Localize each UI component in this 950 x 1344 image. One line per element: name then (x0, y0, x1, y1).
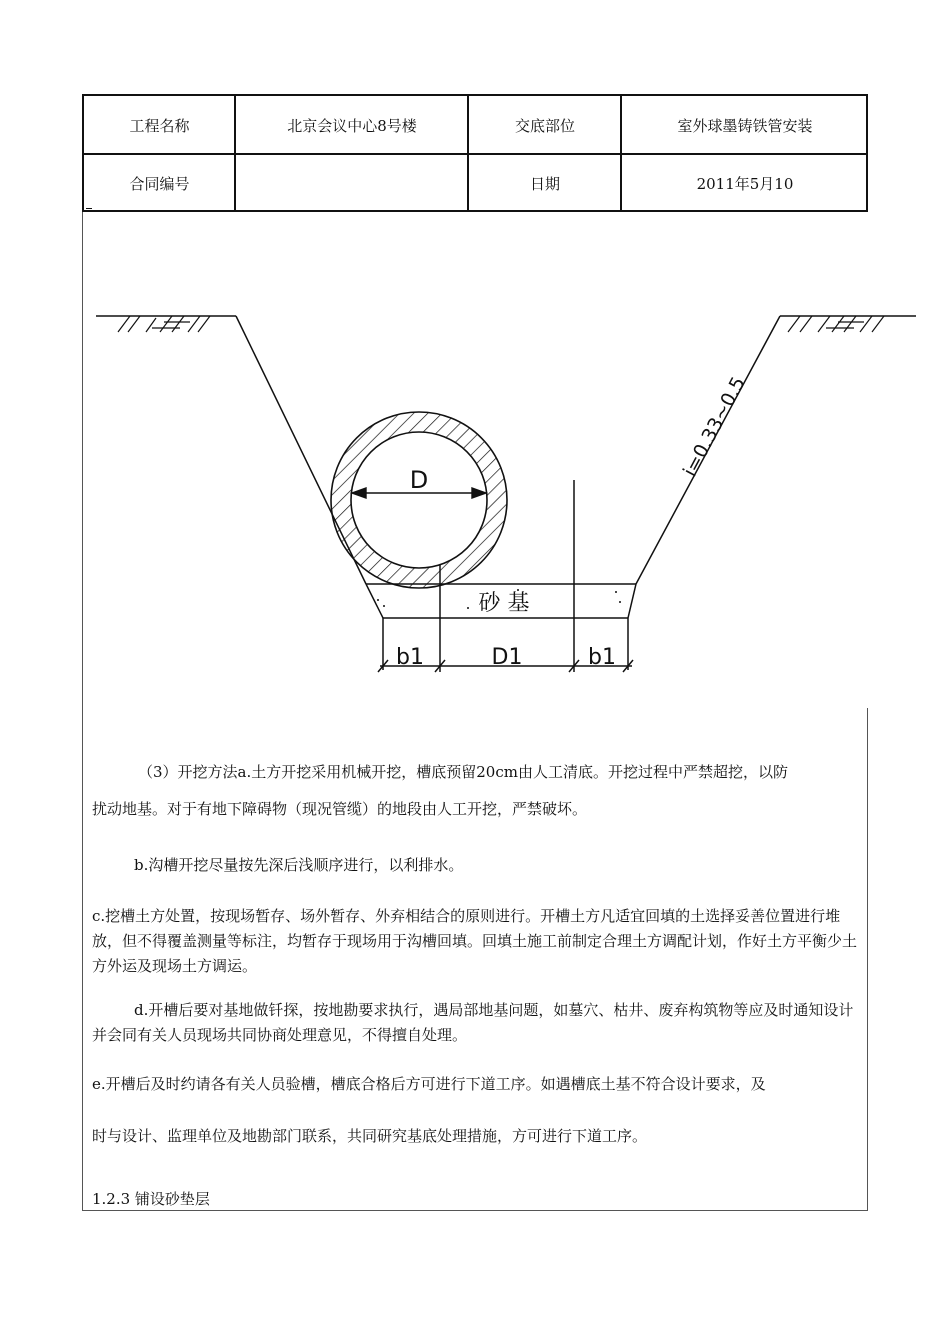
slope-label: i=0.33~0.5 (678, 373, 750, 481)
trench-section-diagram (88, 300, 928, 690)
soil-hatch-left (118, 316, 210, 332)
briefing-part-label: 交底部位 (514, 116, 575, 135)
dim-d1: D1 (491, 645, 523, 670)
paragraph-inspection-cont: 时与设计、监理单位及地勘部门联系，共同研究基底处理措施，方可进行下道工序。 (92, 1127, 648, 1145)
sand-base-label: 砂 基 (478, 591, 530, 616)
contract-number-value (236, 155, 468, 212)
paragraph-excavation-method: （3）开挖方法a.土方开挖采用机械开挖，槽底预留20cm由人工清底。开挖过程中严禁超挖，以防 (138, 763, 788, 781)
paragraph-trench-order: b.沟槽开挖尽量按先深后浅顺序进行，以利排水。 (134, 856, 464, 874)
pipe-diameter-label: D (409, 466, 429, 494)
paragraph-foundation-probe: d.开槽后要对基地做钎探，按地勘要求执行，遇局部地基问题，如墓穴、枯井、废弃构筑物等应及时通知设计并会同有关人员现场共同协商处理意见，不得擅自处理。 (92, 1001, 854, 1044)
date-label: 日期 (529, 175, 560, 193)
content-frame-right-border (867, 708, 868, 1211)
briefing-part-value: 室外球墨铸铁管安装 (677, 116, 813, 135)
section-heading-sand-cushion: 1.2.3 铺设砂垫层 (92, 1190, 210, 1208)
soil-hatch-right (788, 316, 884, 332)
project-name-label: 工程名称 (129, 116, 190, 135)
paragraph-soil-disposal: c.挖槽土方处置，按现场暂存、场外暂存、外弃相结合的原则进行。开槽土方凡适宜回填的土选择妥善位置进行堆放，但不得覆盖测量等标注，均暂存于现场用于沟槽回填。回填土施工前制定合理土方调配计划，作好土方平衡少土方外运及现场土方调运。 (92, 907, 858, 975)
header-table (82, 94, 868, 212)
frame-tick (86, 208, 92, 209)
project-name-value: 北京会议中心8号楼 (287, 116, 417, 135)
date-value: 2011年5月10 (696, 175, 794, 193)
dim-b1-right: b1 (588, 645, 616, 670)
dim-b1-left: b1 (396, 645, 424, 670)
paragraph-inspection: e.开槽后及时约请各有关人员验槽，槽底合格后方可进行下道工序。如遇槽底土基不符合设计要求，及 (92, 1075, 766, 1093)
contract-number-label: 合同编号 (129, 175, 190, 193)
paragraph-excavation-method-cont: 扰动地基。对于有地下障碍物（现况管缆）的地段由人工开挖，严禁破坏。 (92, 800, 588, 818)
